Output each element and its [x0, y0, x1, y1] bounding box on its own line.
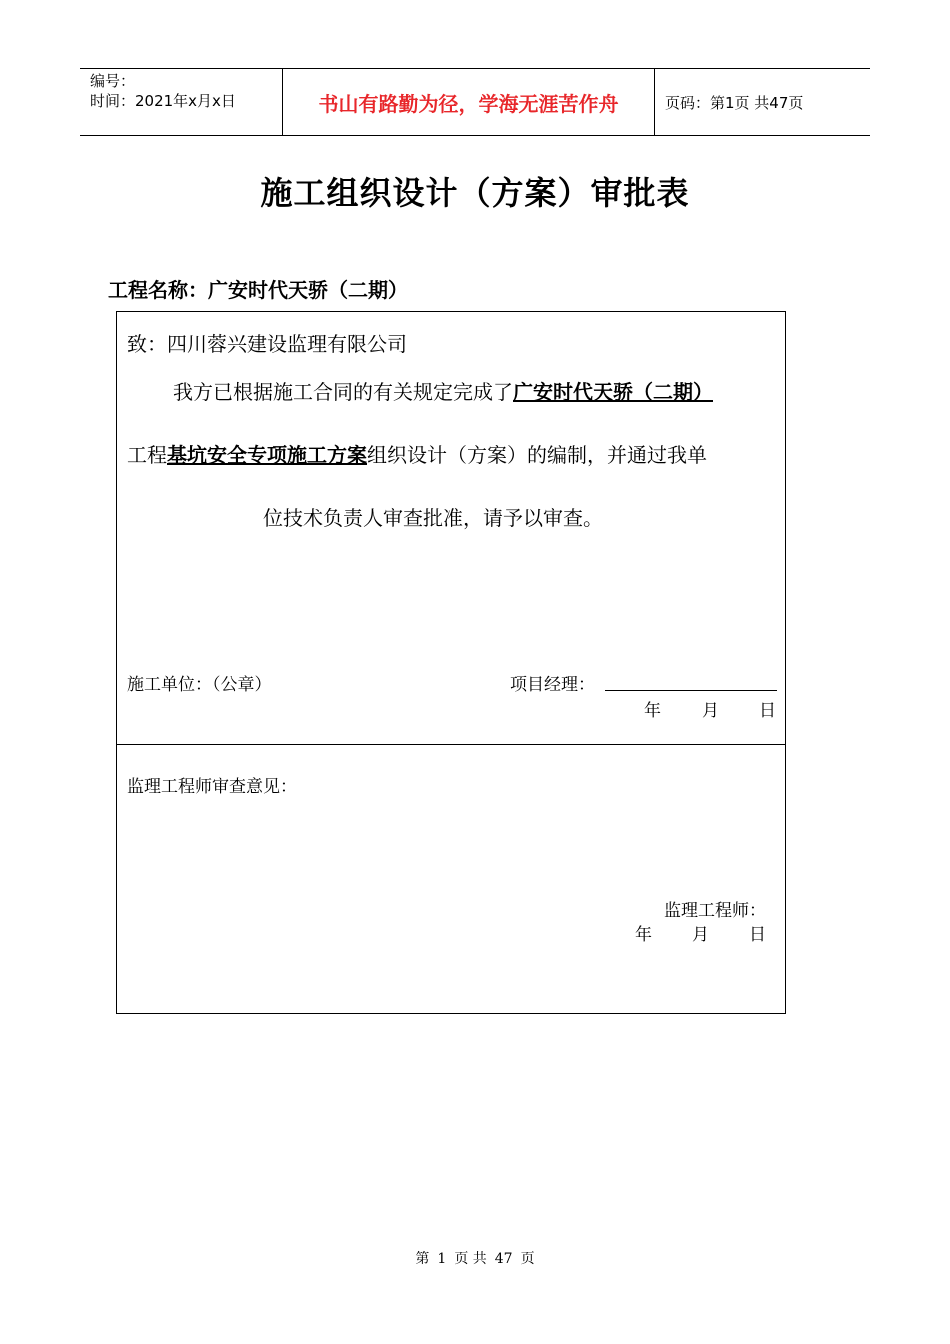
page-title: 施工组织设计（方案）审批表	[260, 174, 690, 212]
footer-total-pages: 47	[494, 1251, 513, 1267]
approval-form	[116, 311, 786, 1014]
date-month: 月	[702, 701, 719, 721]
supervision-section	[117, 744, 785, 1013]
engineer-date-day: 日	[749, 925, 766, 945]
statement-prefix: 工程	[127, 443, 167, 467]
addressee: 致：四川蓉兴建设监理有限公司	[127, 332, 407, 356]
submission-section	[117, 312, 785, 745]
statement-project-name: 广安时代天骄（二期）	[513, 380, 713, 404]
statement-line-1	[173, 376, 713, 405]
statement-start: 我方已根据施工合同的有关规定完成了	[173, 380, 513, 404]
supervising-engineer-label: 监理工程师：	[664, 901, 766, 921]
project-manager-label: 项目经理：	[510, 675, 595, 695]
footer-prefix: 第	[415, 1251, 430, 1267]
header-motto: 书山有路勤为径，学海无涯苦作舟	[282, 69, 655, 135]
engineer-opinion-label: 监理工程师审查意见：	[127, 777, 297, 797]
footer-page-number: 1	[437, 1251, 447, 1267]
page-header	[80, 68, 870, 136]
manager-signature-line	[605, 690, 777, 691]
document-number-label: 编号：	[90, 72, 136, 90]
statement-line-3: 位技术负责人审查批准，请予以审查。	[263, 506, 603, 530]
statement-line-2	[127, 439, 707, 468]
footer-mid: 页 共	[454, 1251, 487, 1267]
statement-plan-name: 基坑安全专项施工方案	[167, 443, 367, 467]
engineer-date-month: 月	[692, 925, 709, 945]
page-footer	[0, 1248, 950, 1268]
statement-suffix: 组织设计（方案）的编制，并通过我单	[367, 443, 707, 467]
date-year: 年	[644, 701, 661, 721]
project-name-line: 工程名称：广安时代天骄（二期）	[108, 278, 408, 302]
header-left-cell	[80, 69, 282, 135]
header-page-info: 页码：第1页 共47页	[665, 93, 804, 112]
footer-suffix: 页	[520, 1251, 535, 1267]
construction-unit-label: 施工单位：（公章）	[127, 675, 272, 695]
engineer-date-year: 年	[635, 925, 652, 945]
document-time-label: 时间：2021年x月x日	[90, 92, 236, 110]
date-day: 日	[759, 701, 776, 721]
